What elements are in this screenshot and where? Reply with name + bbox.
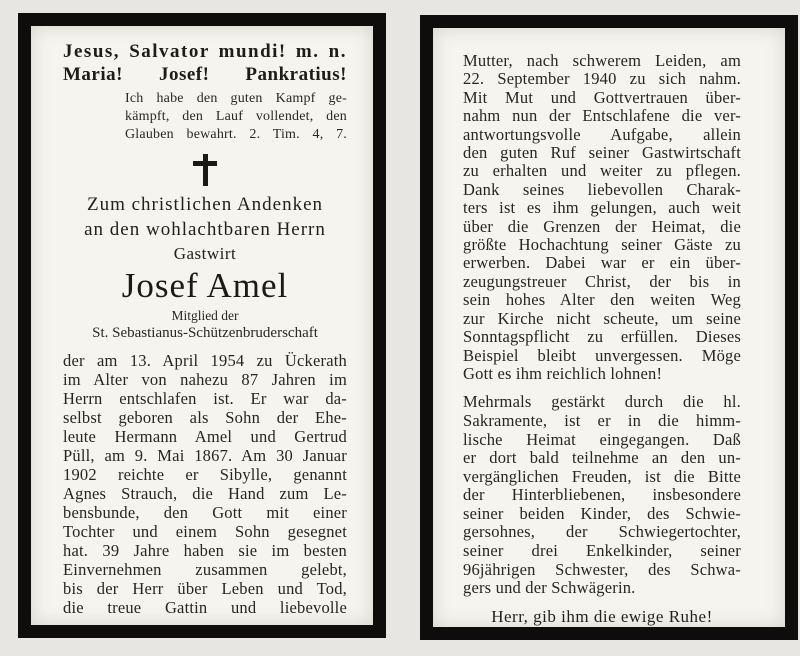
text-line: Gott es ihm reichlich lohnen! [463, 364, 663, 383]
closing-prayer: Herr, gib ihm die ewige Ruhe! [491, 606, 713, 626]
cross-icon [193, 154, 217, 186]
text-line: 1902 reichte er Sibylle, genannt [63, 465, 347, 484]
text-line: ters ist es ihm gelungen, auch weit [463, 199, 741, 218]
text-line: er dort bald teilnehme an den un- [463, 449, 741, 468]
text-line: Einvernehmen zusammen gelebt, [63, 560, 347, 579]
text-line: der Hinterbliebenen, insbesondere [463, 486, 741, 505]
text-line: gersohnes, der Schwiegertochter, [463, 523, 741, 542]
text-line: antwortungsvolle Aufgabe, allein [463, 125, 741, 144]
text-line: sein hohes Alter den weiten Weg [463, 291, 741, 310]
text-line: Glauben bewahrt. 2. Tim. 4, 7. [125, 127, 347, 142]
text-line: erwerben. Dabei war er ein über- [463, 254, 741, 273]
deceased-occupation: Gastwirt [173, 244, 237, 263]
text-line: im Alter von nahezu 87 Jahren im [63, 370, 347, 389]
text-line: Sakramente, ist er in die himm- [463, 411, 741, 430]
text-line: Agnes Strauch, die Hand zum Le- [63, 484, 347, 503]
cross-horizontal-bar [193, 161, 217, 166]
saint-name: Maria! [63, 64, 123, 85]
saint-name: Josef! [158, 64, 210, 85]
text-line: nahm nun der Entschlafene die ver- [463, 107, 741, 126]
text-line: bis der Herr über Leben und Tod, [63, 579, 347, 598]
text-line: Ich habe den guten Kampf ge- [125, 91, 347, 106]
text-line: kämpft, den Lauf vollendet, den [125, 109, 347, 124]
text-line: größte Hochachtung seiner Gäste zu [463, 236, 741, 255]
deceased-name: Josef Amel [121, 266, 289, 305]
text-line: Mit Mut und Gottvertrauen über- [463, 88, 741, 107]
text-line: Beispiel bleibt unvergessen. Möge [463, 346, 741, 365]
text-line: Dank seines liebevollen Charak- [463, 180, 741, 199]
saints-invocation-line [63, 63, 347, 86]
text-line: über die Grenzen der Heimat, die [463, 217, 741, 236]
obituary-text-left [63, 351, 347, 617]
membership-label: Mitglied der [171, 308, 239, 323]
text-line: zeugungstreuer Christ, der bis in [463, 272, 741, 291]
text-line: bensbunde, den Gott mit einer [63, 503, 347, 522]
scripture-quote [125, 90, 347, 144]
text-line: Herrn entschlafen ist. Er war da- [63, 389, 347, 408]
obituary-text-right-paragraph-1 [463, 52, 741, 383]
text-line: Püll, am 9. Mai 1867. Am 30 Januar [63, 446, 347, 465]
obituary-text-right-paragraph-2 [463, 393, 741, 598]
text-line: selbst geboren als Sohn der Ehe- [63, 408, 347, 427]
text-line: Mutter, nach schwerem Leiden, am [463, 52, 741, 70]
text-line: seiner beiden Kinder, des Schwie- [463, 504, 741, 523]
text-line: zur Kirche nicht scheute, um seine [463, 309, 741, 328]
text-line: Sonntagspflicht zu erfüllen. Dieses [463, 328, 741, 347]
left-page-content [31, 26, 373, 625]
text-line: 96jährigen Schwester, des Schwa- [463, 560, 741, 579]
invocation-line: Jesus, Salvator mundi! m. n. [63, 41, 347, 62]
text-line: Mehrmals gestärkt durch die hl. [463, 393, 741, 412]
text-line: hat. 39 Jahre haben sie im besten [63, 541, 347, 560]
memorial-card-left-page [18, 13, 386, 638]
dedication-line-1: Zum christlichen Andenken [86, 194, 324, 215]
text-line: leute Hermann Amel und Gertrud [63, 427, 347, 446]
text-line: die treue Gattin und liebevolle [63, 598, 347, 617]
memorial-card-right-page [420, 15, 798, 640]
text-line: vergänglichen Freuden, ist die Bitte [463, 467, 741, 486]
right-page-content [433, 28, 785, 627]
text-line: der am 13. April 1954 zu Ückerath [63, 351, 347, 370]
text-line: seiner drei Enkelkinder, seiner [463, 542, 741, 561]
text-line: zu erhalten und weiter zu pflegen. [463, 162, 741, 181]
cross-vertical-bar [203, 154, 208, 186]
text-line: 22. September 1940 zu sich nahm. [463, 70, 741, 89]
saint-name: Pankratius! [245, 64, 347, 85]
dedication-line-2: an den wohlachtbaren Herrn [84, 219, 326, 240]
text-line: lische Heimat eingegangen. Daß [463, 430, 741, 449]
text-line: Tochter und einem Sohn gesegnet [63, 522, 347, 541]
text-line: den guten Ruf seiner Gastwirtschaft [463, 144, 741, 163]
text-line: gers und der Schwägerin. [463, 579, 636, 598]
membership-organization: St. Sebastianus-Schützenbruderschaft [92, 325, 318, 341]
